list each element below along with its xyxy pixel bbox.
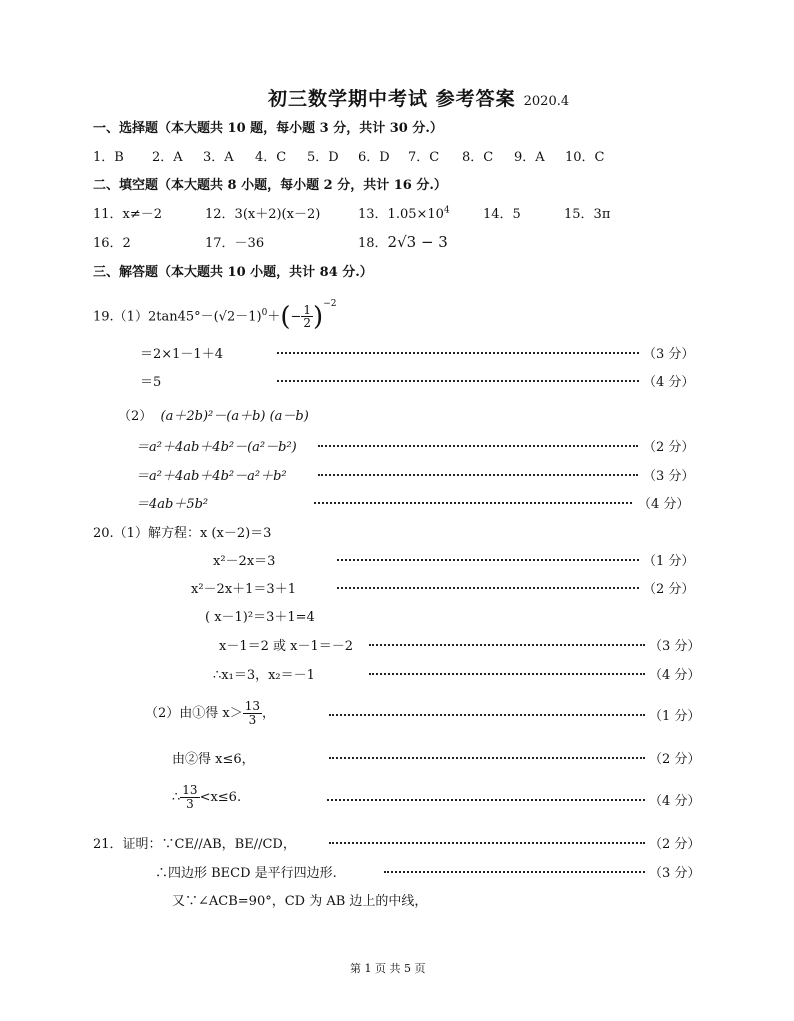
score-label: （2 分） xyxy=(643,440,695,455)
q19-expr-a: 2tan45°－(√2－1) xyxy=(147,309,262,325)
right-paren: ) xyxy=(313,301,324,332)
score-label: （2 分） xyxy=(649,837,701,852)
fill-answer-13-base: 13．1.05×10 xyxy=(358,207,444,222)
q19-outer-exp: −2 xyxy=(323,299,337,310)
fill-answer-16: 16．2 xyxy=(93,236,131,251)
title-text: 初三数学期中考试 参考答案 xyxy=(268,88,516,110)
q20-fraction xyxy=(243,700,262,726)
dotted-leader xyxy=(369,644,645,646)
left-paren: ( xyxy=(280,301,291,332)
choice-answer: 1．B xyxy=(93,150,124,165)
choice-answer: 6．D xyxy=(358,150,390,165)
q20-part1-heading: 20.（1）解方程：x (x－2)＝3 xyxy=(93,526,272,541)
choice-answer: 9．A xyxy=(514,150,545,165)
q21-heading: 21．证明：∵CE//AB，BE//CD， xyxy=(93,837,296,852)
score-label: （4 分） xyxy=(638,497,690,512)
score-label: （1 分） xyxy=(643,554,695,569)
section-fill-heading: 二、填空题（本大题共 8 小题，每小题 2 分，共计 16 分.） xyxy=(93,178,447,193)
fill-answer-18 xyxy=(358,232,448,251)
q19-expr-a-exp: 0 xyxy=(261,308,268,318)
q19-part2-step-2: ＝a²＋4ab＋4b²－a²＋b² xyxy=(136,469,287,484)
q19-fraction xyxy=(301,304,313,330)
q19-part2-step-3: ＝4ab＋5b² xyxy=(136,497,209,512)
q19-part2-expr: (a＋2b)²－(a＋b) (a－b) xyxy=(160,409,309,424)
dotted-leader xyxy=(329,714,645,716)
q20-step-5: ∴x₁＝3，x₂＝－1 xyxy=(213,668,315,683)
choice-answer: 10．C xyxy=(565,150,605,165)
q21-step-1: ∴四边形 BECD 是平行四边形. xyxy=(155,866,337,881)
score-label: （2 分） xyxy=(643,582,695,597)
q19-frac-num: 1 xyxy=(303,302,312,317)
score-label: （3 分） xyxy=(643,469,695,484)
score-label: （4 分） xyxy=(649,668,701,683)
fill-answer-12: 12．3(x＋2)(x－2) xyxy=(205,207,321,222)
q20-step-4: x－1＝2 或 x－1＝－2 xyxy=(219,639,354,654)
fill-answer-17: 17．－36 xyxy=(205,236,265,251)
q20-part2-result: <x≤6. xyxy=(199,790,242,805)
q20-frac-num: 13 xyxy=(244,699,261,714)
score-label: （3 分） xyxy=(649,866,701,881)
fill-answer-18-expr: 2√3 − 3 xyxy=(387,233,448,251)
dotted-leader xyxy=(337,587,639,589)
choice-answer: 7．C xyxy=(408,150,440,165)
section-choice-heading: 一、选择题（本大题共 10 题，每小题 3 分，共计 30 分.） xyxy=(93,121,443,136)
dotted-leader xyxy=(277,380,639,382)
q19-plus: ＋ xyxy=(267,309,281,325)
q19-part2-expression xyxy=(118,405,309,424)
choice-answer: 4．C xyxy=(255,150,287,165)
dotted-leader xyxy=(369,673,645,675)
q20-fraction-2 xyxy=(180,784,199,810)
score-label: （2 分） xyxy=(649,752,701,767)
q20-part2-post: ， xyxy=(262,706,276,721)
page-title xyxy=(268,84,569,111)
fill-answer-13 xyxy=(358,203,450,222)
q19-frac-sign: − xyxy=(290,309,302,325)
fill-answer-13-exp: 4 xyxy=(443,205,450,216)
score-label: （3 分） xyxy=(643,347,695,362)
dotted-leader xyxy=(318,474,638,476)
q21-step-2: 又∵∠ACB=90°，CD 为 AB 边上的中线， xyxy=(172,894,428,909)
score-label: （4 分） xyxy=(643,375,695,390)
q19-frac-den: 2 xyxy=(303,316,312,331)
choice-answer: 3．A xyxy=(203,150,234,165)
fill-answer-15: 15．3π xyxy=(564,207,611,222)
choice-answer: 5．D xyxy=(307,150,339,165)
fill-answer-18-label: 18． xyxy=(358,236,388,251)
q19-part1-expression xyxy=(93,292,336,334)
score-label: （1 分） xyxy=(649,709,701,724)
dotted-leader xyxy=(314,502,632,504)
dotted-leader xyxy=(318,445,638,447)
q20-frac2-num: 13 xyxy=(182,783,198,798)
q19-part2-step-1: ＝a²＋4ab＋4b²－(a²－b²) xyxy=(136,440,297,455)
q20-step-2: x²－2x＋1＝3＋1 xyxy=(191,582,296,597)
dotted-leader xyxy=(384,871,645,873)
q20-step-3: ( x－1)²＝3＋1=4 xyxy=(205,610,315,625)
title-year: 2020.4 xyxy=(523,94,570,109)
dotted-leader xyxy=(329,842,645,844)
q20-frac2-den: 3 xyxy=(186,797,194,811)
q19-part2-label: （2） xyxy=(118,409,153,424)
q20-part2-step-1 xyxy=(145,696,275,732)
score-label: （3 分） xyxy=(649,639,701,654)
q20-part2-step-2: 由②得 x≤6， xyxy=(172,752,255,767)
therefore-symbol: ∴ xyxy=(172,790,181,805)
dotted-leader xyxy=(277,352,639,354)
q19-number: 19.（1） xyxy=(93,309,148,325)
q20-part2-step-3 xyxy=(172,780,241,816)
fill-answer-14: 14．5 xyxy=(483,207,521,222)
fill-answer-11: 11．x≠－2 xyxy=(93,207,163,222)
score-label: （4 分） xyxy=(649,794,701,809)
choice-answer: 2．A xyxy=(152,150,183,165)
dotted-leader xyxy=(329,757,645,759)
q19-step-1: ＝2×1－1＋4 xyxy=(140,347,223,362)
choice-answer: 8．C xyxy=(462,150,494,165)
q20-frac-den: 3 xyxy=(248,713,257,727)
q20-part2-pre: （2）由①得 x＞ xyxy=(145,706,243,721)
q19-step-2: ＝5 xyxy=(140,375,162,390)
dotted-leader xyxy=(337,559,639,561)
page-footer: 第 1 页 共 5 页 xyxy=(350,962,426,975)
dotted-leader xyxy=(327,799,645,801)
section-solve-heading: 三、解答题（本大题共 10 小题，共计 84 分.） xyxy=(93,265,373,280)
q20-step-1: x²－2x＝3 xyxy=(213,554,276,569)
